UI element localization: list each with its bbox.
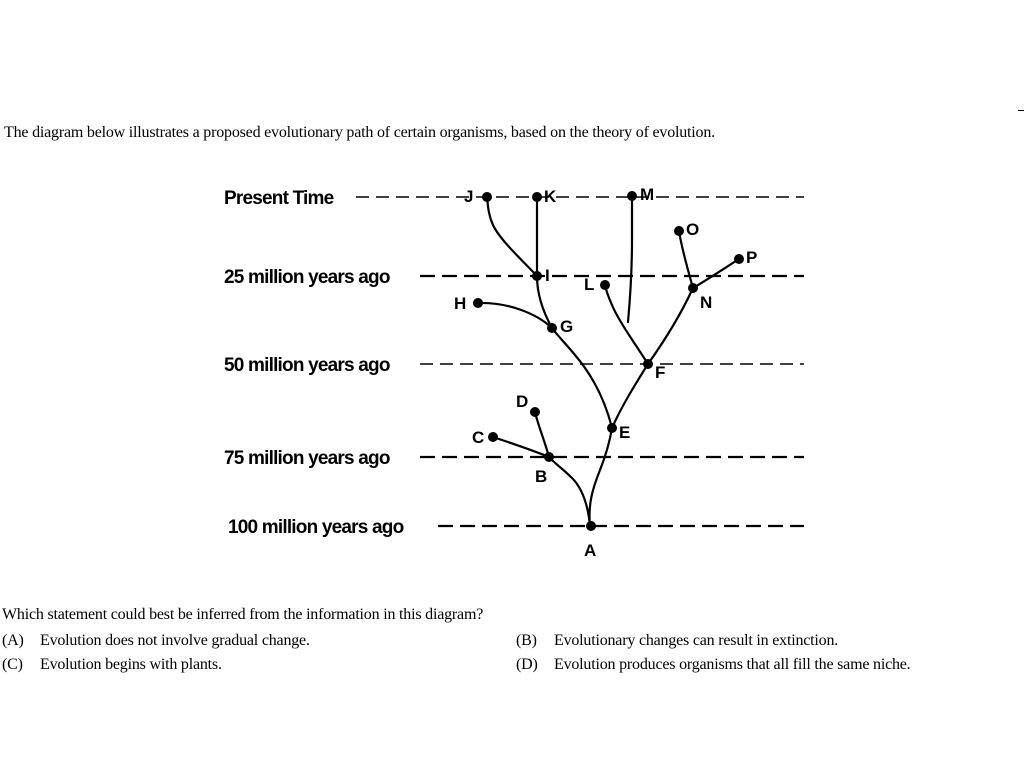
node-n	[688, 283, 698, 293]
branch-i-j	[487, 197, 537, 276]
node-l	[600, 280, 610, 290]
node-d	[530, 407, 540, 417]
label-b: B	[535, 467, 548, 486]
era-label-50: 50 million years ago	[224, 355, 390, 376]
branch-e-f	[612, 364, 648, 428]
node-o	[674, 226, 684, 236]
era-label-present: Present Time	[224, 188, 334, 209]
choice-d-letter: (D)	[516, 656, 538, 673]
branch-f-m	[628, 196, 632, 322]
node-c	[488, 432, 498, 442]
branch-n-o	[679, 231, 693, 288]
branch-b-d	[535, 412, 549, 457]
node-j	[482, 192, 492, 202]
branch-a-b	[549, 457, 590, 526]
node-h	[473, 298, 483, 308]
choice-a[interactable]	[2, 632, 310, 650]
label-o: O	[686, 220, 700, 239]
intro-text: The diagram below illustrates a proposed evolutionary path of certain organisms, based on the theory of evolution.	[4, 124, 715, 141]
label-p: P	[746, 248, 758, 267]
label-c: C	[472, 428, 485, 447]
node-i	[532, 271, 542, 281]
branch-g-h	[478, 303, 552, 328]
label-e: E	[619, 423, 631, 442]
node-labels	[454, 185, 757, 560]
label-l: L	[584, 275, 595, 294]
choice-b[interactable]	[516, 632, 838, 650]
choice-a-letter: (A)	[2, 632, 24, 649]
choice-d[interactable]	[516, 656, 910, 674]
branch-f-l	[605, 285, 648, 364]
label-f: F	[655, 363, 666, 382]
branch-n-p	[693, 259, 739, 288]
label-i: I	[545, 266, 550, 285]
choice-b-text: Evolutionary changes can result in extinction.	[554, 632, 839, 649]
era-label-100: 100 million years ago	[228, 517, 404, 538]
choice-c-letter: (C)	[2, 656, 23, 673]
era-label-25: 25 million years ago	[224, 267, 390, 288]
branch-a-e	[589, 428, 612, 526]
label-n: N	[700, 293, 713, 312]
branch-f-n	[648, 288, 693, 364]
node-b	[544, 452, 554, 462]
node-k	[532, 192, 542, 202]
label-h: H	[454, 294, 467, 313]
label-g: G	[560, 317, 574, 336]
era-label-75: 75 million years ago	[224, 448, 390, 469]
branch-e-g	[552, 328, 612, 428]
choice-c[interactable]	[2, 656, 222, 674]
question-text: Which statement could best be inferred from the information in this diagram?	[2, 606, 484, 623]
node-e	[607, 423, 617, 433]
choice-a-text: Evolution does not involve gradual change.	[40, 632, 310, 649]
branch-b-c	[493, 437, 549, 457]
label-k: K	[544, 187, 557, 206]
label-m: M	[640, 185, 655, 204]
choice-d-text: Evolution produces organisms that all fill the same niche.	[554, 656, 911, 673]
choice-c-text: Evolution begins with plants.	[40, 656, 222, 673]
node-p	[734, 254, 744, 264]
label-d: D	[516, 392, 529, 411]
branches	[478, 196, 739, 526]
nodes	[473, 191, 744, 531]
node-f	[643, 359, 653, 369]
label-j: J	[464, 187, 474, 206]
label-a: A	[584, 541, 597, 560]
node-a	[586, 521, 596, 531]
node-g	[547, 323, 557, 333]
choice-b-letter: (B)	[516, 632, 537, 649]
node-m	[627, 191, 637, 201]
